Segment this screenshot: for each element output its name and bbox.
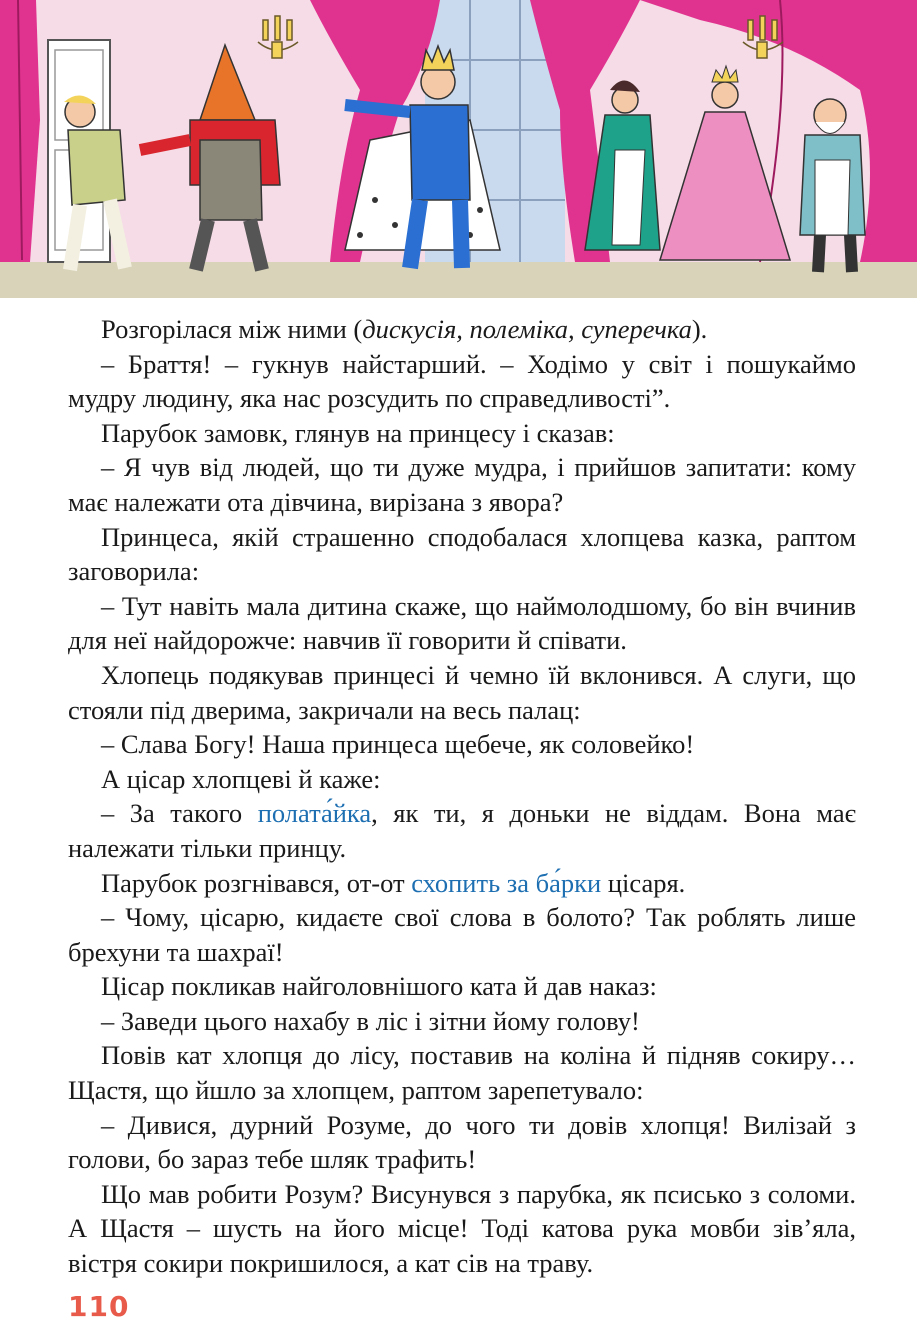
glossary-term[interactable]: схопить за ба́рки bbox=[411, 867, 602, 898]
paragraph bbox=[68, 589, 856, 658]
text-segment: цісаря. bbox=[601, 867, 686, 898]
paragraph bbox=[68, 450, 856, 519]
text-segment: – За такого bbox=[101, 798, 258, 829]
text-segment: – Тут навіть мала дитина скаже, що наймолодшому, бо він вчинив для неї найдорожче: навчив її говорити й співати. bbox=[68, 590, 856, 656]
text-segment: А цісар хлопцеві й каже: bbox=[101, 763, 381, 794]
glossary-term[interactable]: полата́йка bbox=[257, 798, 372, 829]
paragraph bbox=[68, 1038, 856, 1107]
paragraph bbox=[68, 416, 856, 451]
paragraph bbox=[68, 312, 856, 347]
text-segment: – Браття! – гукнув найстарший. – Ходімо у світ і пошукаймо мудру людину, яка нас розсудить по справедливості”. bbox=[68, 348, 856, 414]
page-number: 110 bbox=[68, 1290, 130, 1323]
text-segment: – Слава Богу! Наша принцеса щебече, як соловейко! bbox=[101, 729, 695, 760]
story-text bbox=[68, 312, 856, 1281]
paragraph bbox=[68, 1004, 856, 1039]
text-segment: Принцеса, якій страшенно сподобалася хлопцева казка, раптом заговорила: bbox=[68, 521, 856, 587]
text-segment: Повів кат хлопця до лісу, поставив на коліна й підняв сокиру… Щастя, що йшло за хлопцем, раптом зарепетувало: bbox=[68, 1040, 856, 1106]
story-illustration bbox=[0, 0, 917, 298]
text-segment: ). bbox=[691, 314, 708, 344]
paragraph bbox=[68, 658, 856, 727]
paragraph bbox=[68, 969, 856, 1004]
text-segment: Розгорілася між ними ( bbox=[101, 314, 363, 344]
text-segment: Що мав робити Розум? Висунувся з парубка, як псисько з соломи. А Щастя – шусть на його місце! Тоді катова рука мовби зів’яла, вістря сокири покришилося, а кат сів на траву. bbox=[68, 1178, 856, 1279]
text-segment: Хлопець подякував принцесі й чемно їй вклонився. А слуги, що стояли під дверима, закричали на весь палац: bbox=[68, 659, 856, 725]
text-segment: – Дивися, дурний Розуме, до чого ти довів хлопця! Вилізай з голови, бо зараз тебе шляк трафить! bbox=[68, 1109, 856, 1175]
paragraph bbox=[68, 1108, 856, 1177]
paragraph bbox=[68, 520, 856, 589]
palace-scene-illustration bbox=[0, 0, 917, 298]
text-segment: Цісар покликав найголовнішого ката й дав наказ: bbox=[101, 971, 657, 1002]
text-segment: , як ти, я доньки не віддам. Вона має належати тільки принцу. bbox=[68, 798, 856, 863]
paragraph bbox=[68, 1177, 856, 1281]
paragraph bbox=[68, 866, 856, 901]
paragraph bbox=[68, 762, 856, 797]
text-segment: Парубок розгнівався, от-от bbox=[101, 867, 412, 898]
text-segment: дискусія, полеміка, суперечка bbox=[362, 314, 692, 344]
text-segment: – Я чув від людей, що ти дуже мудра, і прийшов запитати: кому має належати ота дівчина, вирізана з явора? bbox=[68, 452, 856, 517]
paragraph bbox=[68, 900, 856, 969]
text-segment: Парубок замовк, глянув на принцесу і сказав: bbox=[101, 417, 615, 448]
paragraph bbox=[68, 796, 856, 865]
text-segment: – Заведи цього нахабу в ліс і зітни йому голову! bbox=[101, 1005, 640, 1036]
text-segment: – Чому, цісарю, кидаєте свої слова в болото? Так роблять лише брехуни та шахраї! bbox=[68, 902, 856, 967]
paragraph bbox=[68, 347, 856, 416]
paragraph bbox=[68, 727, 856, 762]
